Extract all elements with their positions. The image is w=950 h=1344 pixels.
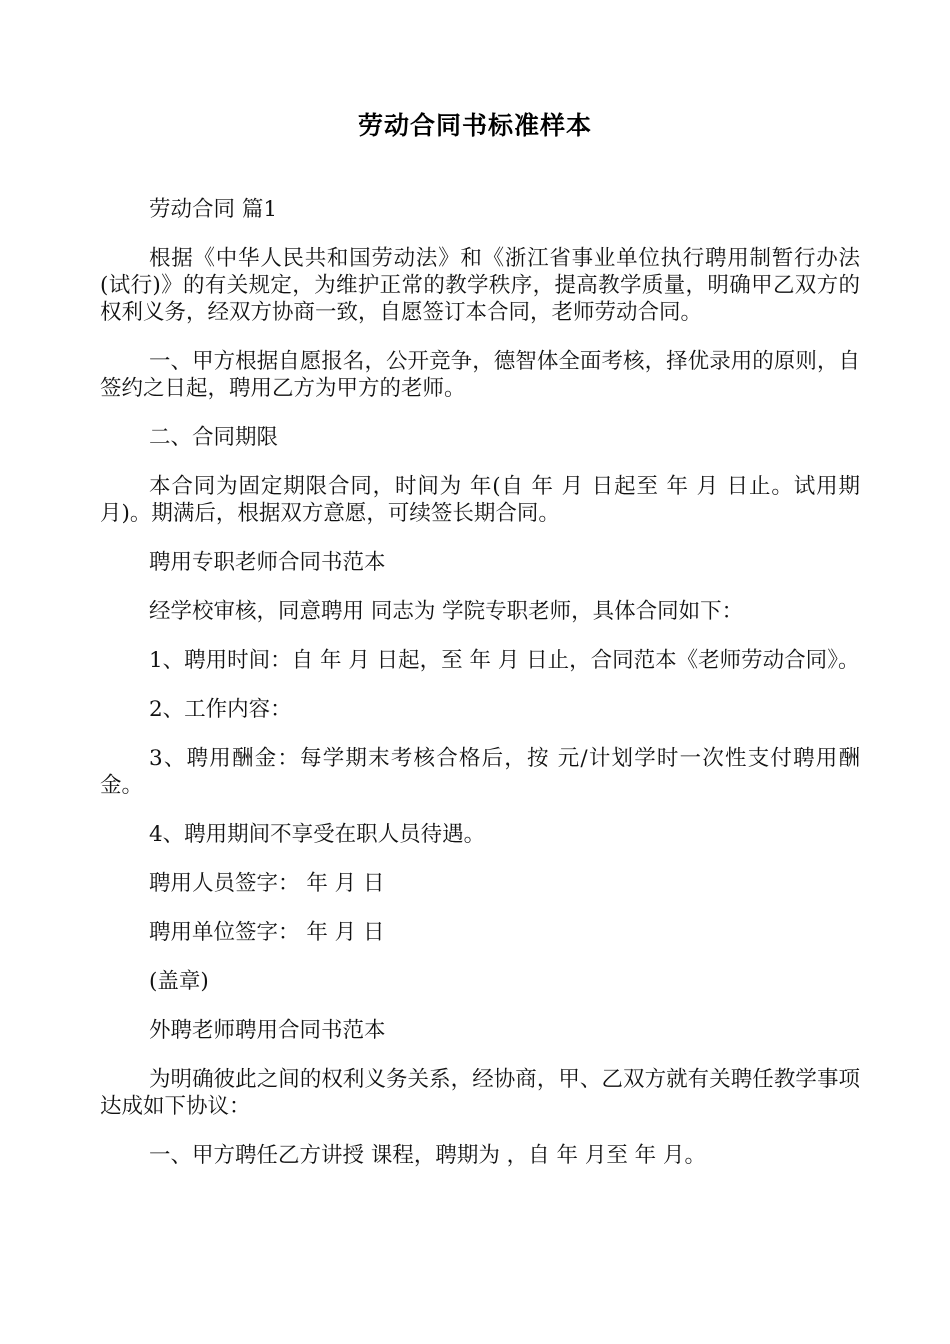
paragraph: 根据《中华人民共和国劳动法》和《浙江省事业单位执行聘用制暂行办法(试行)》的有关规定，为维护正常的教学秩序，提高教学质量，明确甲乙双方的权利义务，经双方协商一致，自愿签订本合同，老师劳动合同。 [100, 246, 860, 325]
paragraph: 经学校审核，同意聘用 同志为 学院专职老师，具体合同如下： [149, 599, 744, 624]
seal-note: (盖章) [149, 969, 209, 994]
paragraph: 为明确彼此之间的权利义务关系，经协商，甲、乙双方就有关聘任教学事项达成如下协议： [100, 1067, 860, 1119]
paragraph: 1、聘用时间：自 年 月 日起，至 年 月 日止，合同范本《老师劳动合同》。 [149, 648, 860, 673]
signature-line: 聘用人员签字： 年 月 日 [149, 871, 385, 896]
paragraph: 本合同为固定期限合同，时间为 年(自 年 月 日起至 年 月 日止。试用期 月)。期满后，根据双方意愿，可续签长期合同。 [100, 474, 860, 526]
paragraph: 2、工作内容： [149, 697, 292, 722]
document-title: 劳动合同书标准样本 [357, 111, 592, 140]
signature-line: 聘用单位签字： 年 月 日 [149, 920, 385, 945]
section-heading: 劳动合同 篇1 [149, 197, 278, 222]
section-heading: 聘用专职老师合同书范本 [149, 550, 386, 575]
paragraph: 4、聘用期间不享受在职人员待遇。 [149, 822, 486, 847]
section-heading: 二、合同期限 [149, 425, 279, 450]
paragraph: 一、甲方聘任乙方讲授 课程，聘期为 ，自 年 月至 年 月。 [149, 1143, 707, 1168]
paragraph: 3、聘用酬金：每学期末考核合格后，按 元/计划学时一次性支付聘用酬金。 [100, 746, 860, 798]
section-heading: 外聘老师聘用合同书范本 [149, 1018, 386, 1043]
paragraph: 一、甲方根据自愿报名，公开竞争，德智体全面考核，择优录用的原则，自签约之日起，聘用乙方为甲方的老师。 [100, 349, 860, 401]
document-body [100, 196, 860, 1191]
